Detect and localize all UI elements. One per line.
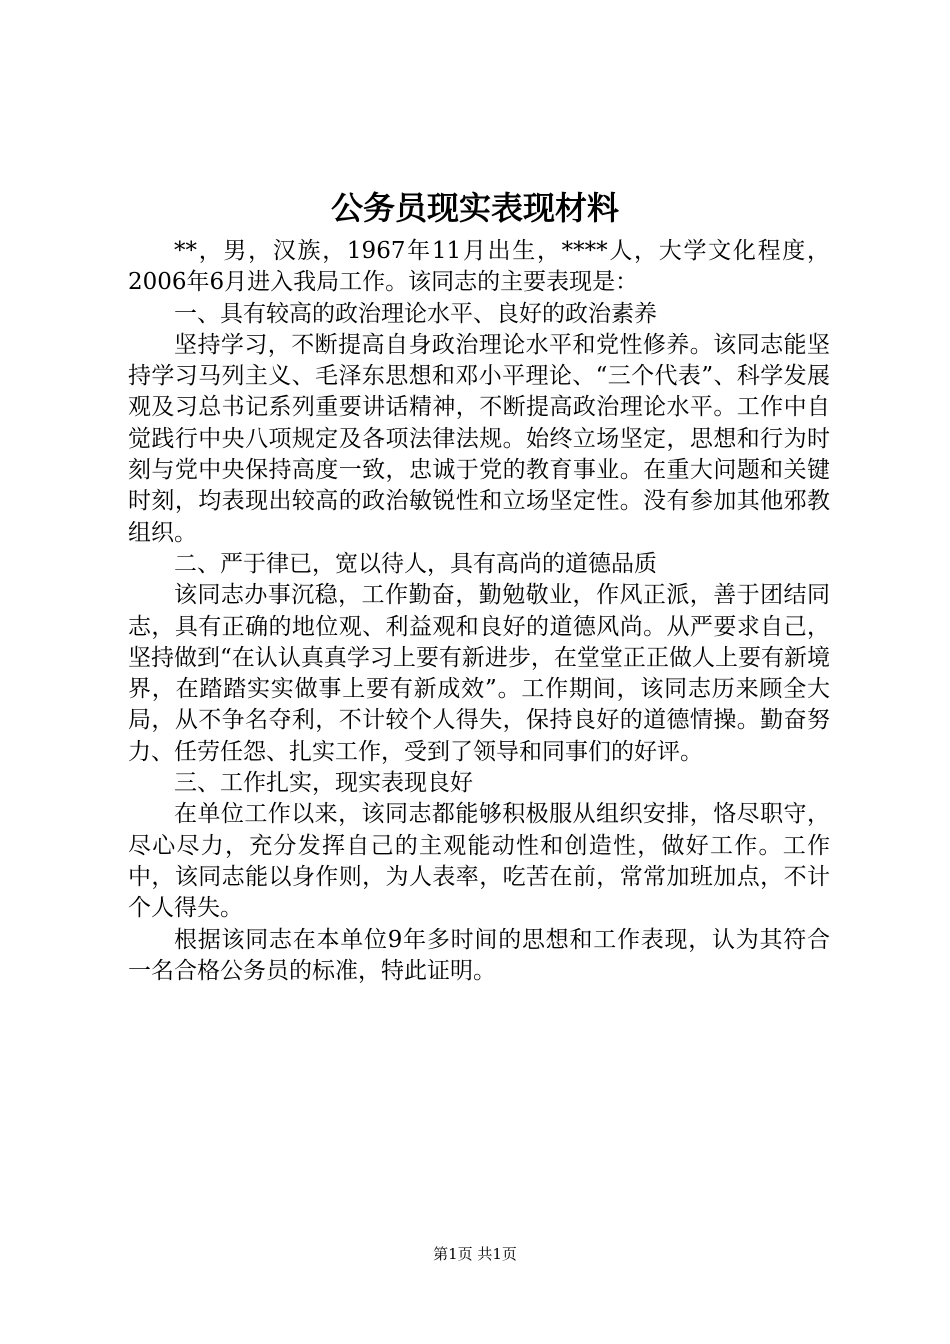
section-heading-1: 一、具有较高的政治理论水平、良好的政治素养 [174, 300, 657, 327]
conclusion-paragraph: 根据该同志在本单位9年多时间的思想和工作表现，认为其符合一名合格公务员的标准，特此证明。 [128, 926, 830, 984]
section-heading-3: 三、工作扎实，现实表现良好 [174, 770, 473, 797]
section-paragraph-1: 坚持学习，不断提高自身政治理论水平和党性修养。该同志能坚持学习马列主义、毛泽东思想和邓小平理论、“三个代表”、科学发展观及习总书记系列重要讲话精神，不断提高政治理论水平。工作中自觉践行中央八项规定及各项法律法规。始终立场坚定，思想和行为时刻与党中央保持高度一致，忠诚于党的教育事业。在重大问题和关键时刻，均表现出较高的政治敏锐性和立场坚定性。没有参加其他邪教组织。 [128, 331, 830, 546]
document-title: 公务员现实表现材料 [330, 189, 619, 227]
document-body [128, 236, 830, 987]
section-paragraph-3: 在单位工作以来，该同志都能够积极服从组织安排，恪尽职守，尽心尽力，充分发挥自己的主观能动性和创造性，做好工作。工作中，该同志能以身作则，为人表率，吃苦在前，常常加班加点，不计个人得失。 [128, 801, 830, 922]
section-paragraph-2: 该同志办事沉稳，工作勤奋，勤勉敬业，作风正派，善于团结同志，具有正确的地位观、利益观和良好的道德风尚。从严要求自己，坚持做到“在认认真真学习上要有新进步，在堂堂正正做人上要有新境界，在踏踏实实做事上要有新成效”。工作期间，该同志历来顾全大局，从不争名夺利，不计较个人得失，保持良好的道德情操。勤奋努力、任劳任怨、扎实工作，受到了领导和同事们的好评。 [128, 582, 830, 765]
page-footer: 第1页 共1页 [433, 1245, 517, 1263]
section-heading-2: 二、严于律已，宽以待人，具有高尚的道德品质 [174, 550, 657, 577]
intro-paragraph: **，男，汉族，1967年11月出生，****人，大学文化程度，2006年6月进入我局工作。该同志的主要表现是： [128, 238, 830, 296]
